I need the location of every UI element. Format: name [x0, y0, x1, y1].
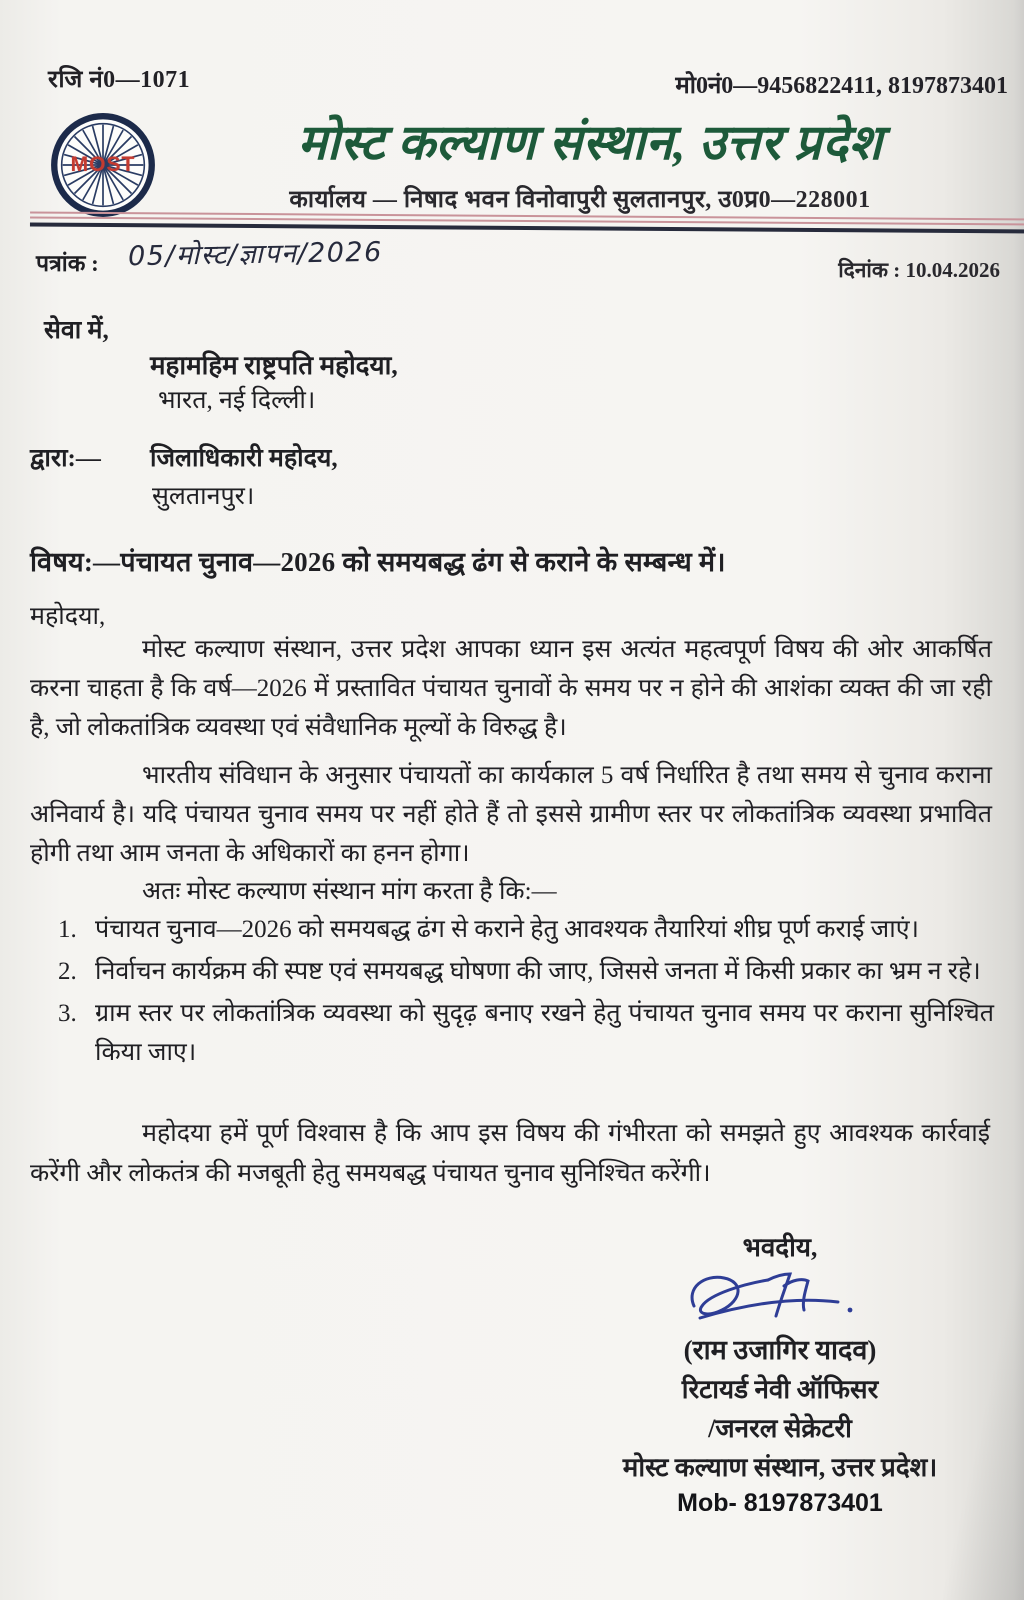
- organization-name: मोस्ट कल्याण संस्थान, उत्तर प्रदेश: [297, 115, 883, 170]
- demand-intro: अतः मोस्ट कल्याण संस्थान मांग करता है कि:—: [142, 878, 557, 905]
- via-label: द्वारा:—: [30, 445, 101, 472]
- handwritten-signature: [680, 1266, 880, 1328]
- list-item-text: पंचायत चुनाव—2026 को समयबद्ध ढंग से कराने हेतु आवश्यक तैयारियां शीघ्र पूर्ण कराई जाएं।: [95, 916, 920, 943]
- body-salutation: महोदया,: [30, 603, 106, 630]
- list-item-text: निर्वाचन कार्यक्रम की स्पष्ट एवं समयबद्ध घोषणा की जाए, जिससे जनता में किसी प्रकार का भ्रम न रहे।: [95, 958, 981, 985]
- list-item-text: ग्राम स्तर पर लोकतांत्रिक व्यवस्था को सुदृढ़ बनाए रखने हेतु पंचायत चुनाव समय पर कराना सुनिश्चित किया जाए।: [95, 1000, 994, 1066]
- signer-name: (राम उजागिर यादव): [683, 1335, 877, 1365]
- signer-title-2: /जनरल सेक्रेटरी: [708, 1414, 852, 1443]
- recipient-place: भारत, नई दिल्ली।: [158, 387, 316, 414]
- body-paragraph-1: मोस्ट कल्याण संस्थान, उत्तर प्रदेश आपका ध्यान इस अत्यंत महत्वपूर्ण विषय की ओर आकर्षित करना चाहता है कि वर्ष—2026 में प्रस्तावित पंचायत चुनावों के समय पर न होने की आशंका व्यक्त की जा रही है, जो लोकतांत्रिक व्यवस्था एवं संवैधानिक मूल्यों के विरुद्ध है।: [30, 636, 992, 741]
- via-place: सुलतानपुर।: [152, 483, 255, 510]
- list-item: [58, 952, 994, 991]
- salutation-to: सेवा में,: [44, 317, 109, 344]
- closing-paragraph: महोदया हमें पूर्ण विश्वास है कि आप इस विषय की गंभीरता को समझते हुए आवश्यक कार्रवाई करेंगी और लोकतंत्र की मजबूती हेतु समयबद्ध पंचायत चुनाव सुनिश्चित करेंगी।: [30, 1120, 990, 1187]
- signer-title-1: रिटायर्ड नेवी ऑफिसर: [681, 1375, 879, 1404]
- letter-ref-handwritten: 05/मोस्ट/ज्ञापन/2026: [127, 236, 384, 273]
- org-logo: [50, 112, 156, 218]
- signer-mobile: Mob- 8197873401: [677, 1489, 883, 1517]
- list-item-number: 1.: [58, 916, 77, 943]
- office-address: कार्यालय — निषाद भवन विनोवापुरी सुलतानपुर, उ0प्र0—228001: [289, 187, 871, 213]
- list-item: [58, 994, 994, 1072]
- demand-list: [58, 910, 994, 1075]
- list-item-number: 2.: [58, 958, 77, 985]
- complimentary-close: भवदीय,: [742, 1233, 818, 1262]
- via-name: जिलाधिकारी महोदय,: [150, 445, 338, 472]
- registration-number: रजि नं0—1071: [48, 67, 191, 93]
- recipient-name: महामहिम राष्ट्रपति महोदया,: [150, 351, 398, 380]
- logo-text: MOST: [70, 153, 136, 176]
- list-item: [58, 910, 994, 949]
- header-phone-numbers: मो0नं0—9456822411, 8197873401: [675, 73, 1008, 99]
- subject-line: विषय:—पंचायत चुनाव—2026 को समयबद्ध ढंग से कराने के सम्बन्ध में।: [30, 547, 726, 577]
- signer-organization: मोस्ट कल्याण संस्थान, उत्तर प्रदेश।: [622, 1453, 938, 1482]
- list-item-number: 3.: [58, 1000, 77, 1027]
- signature-block: [598, 1228, 962, 1518]
- letter-ref-label: पत्रांक :: [36, 251, 99, 276]
- body-paragraph-2: भारतीय संविधान के अनुसार पंचायतों का कार्यकाल 5 वर्ष निर्धारित है तथा समय से चुनाव कराना अनिवार्य है। यदि पंचायत चुनाव समय पर नहीं होते हैं तो इससे ग्रामीण स्तर पर लोकतांत्रिक व्यवस्था प्रभावित होगी तथा आम जनता के अधिकारों का हनन होगा।: [30, 762, 992, 867]
- letter-date: दिनांक : 10.04.2026: [838, 258, 1000, 282]
